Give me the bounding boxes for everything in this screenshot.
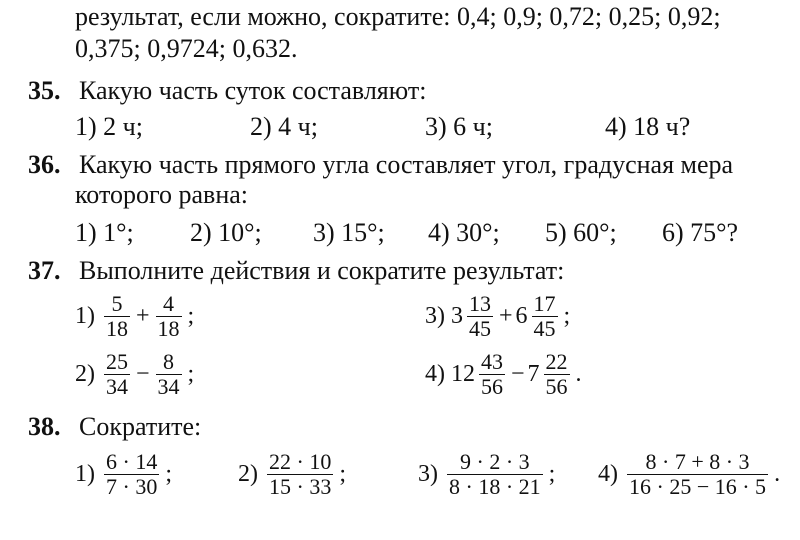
intro-line-2: 0,375; 0,9724; 0,632. <box>75 34 298 63</box>
punct: ; <box>563 303 571 329</box>
answer-item: 3) 15°; <box>313 218 385 247</box>
expression-37-2 <box>75 350 197 399</box>
answer-item: 3) 6 ч; <box>425 112 493 141</box>
expression-38-4 <box>598 450 783 499</box>
fraction: $\frac{43}{56}$ <box>481 349 503 399</box>
whole-part: 6 <box>515 303 528 329</box>
whole-part: 12 <box>451 361 475 387</box>
fraction: $\frac{4}{18}$ <box>157 291 180 341</box>
problem-number: 37. <box>28 256 61 285</box>
item-label: 4) <box>425 361 445 387</box>
answer-item: 2) 4 ч; <box>250 112 318 141</box>
answer-item: 5) 60°; <box>545 218 617 247</box>
punct: . <box>774 461 781 487</box>
punct: ; <box>187 303 195 329</box>
item-label: 1) <box>75 461 95 487</box>
fraction: $\frac{17}{45}$ <box>533 291 556 341</box>
fraction: $\frac{9 \cdot 2 \cdot 3}{8 \cdot 18 \cdot 21}$ <box>449 449 541 499</box>
expression-38-2 <box>238 450 349 499</box>
punct: . <box>575 361 582 387</box>
problem-36 <box>28 150 733 180</box>
answer-item: 1) 1°; <box>75 218 134 247</box>
intro-line-1: результат, если можно, сократите: 0,4; 0,9; 0,72; 0,25; 0,92; <box>75 2 721 31</box>
punct: ; <box>548 461 556 487</box>
fraction: $\frac{6 \cdot 14}{7 \cdot 30}$ <box>106 449 158 499</box>
fraction: $\frac{25}{34}$ <box>106 349 128 399</box>
answer-item: 4) 30°; <box>428 218 500 247</box>
problem-number: 36. <box>28 150 61 179</box>
expression-38-1 <box>75 450 175 499</box>
punct: ; <box>339 461 346 487</box>
fraction: $\frac{22 \cdot 10}{15 \cdot 33}$ <box>269 449 332 499</box>
problem-number: 38. <box>28 412 61 441</box>
operator: + <box>136 303 150 329</box>
operator: + <box>499 303 513 329</box>
fraction: $\frac{22}{56}$ <box>545 349 568 399</box>
item-label: 2) <box>75 361 95 387</box>
whole-part: 7 <box>527 361 540 387</box>
expression-37-3 <box>425 292 573 341</box>
operator: − <box>511 361 525 387</box>
problem-36-text-2: которого равна: <box>75 180 248 209</box>
punct: ; <box>187 361 195 387</box>
expression-37-1 <box>75 292 197 341</box>
item-label: 3) <box>418 461 438 487</box>
problem-text: Какую часть суток составляют: <box>79 76 427 105</box>
item-label: 3) <box>425 303 445 329</box>
fraction: $\frac{8}{34}$ <box>157 349 180 399</box>
whole-part: 3 <box>451 303 463 329</box>
operator: − <box>136 361 150 387</box>
fraction: $\frac{13}{45}$ <box>469 291 491 341</box>
problem-37 <box>28 256 564 286</box>
answer-item: 4) 18 ч? <box>605 112 691 141</box>
problem-text: Выполните действия и сократите результат: <box>79 256 565 285</box>
fraction: $\frac{5}{18}$ <box>106 291 128 341</box>
answer-item: 1) 2 ч; <box>75 112 143 141</box>
item-label: 4) <box>598 461 618 487</box>
answer-item: 6) 75°? <box>662 218 739 247</box>
item-label: 2) <box>238 461 258 487</box>
answer-item: 2) 10°; <box>190 218 262 247</box>
problem-text: Какую часть прямого угла составляет угол, градусная мера <box>79 150 734 179</box>
problem-number: 35. <box>28 76 61 105</box>
fraction: $\frac{8 \cdot 7 + 8 \cdot 3}{16 \cdot 25 - 16 \cdot 5}$ <box>629 449 767 499</box>
expression-37-4 <box>425 350 585 399</box>
item-label: 1) <box>75 303 95 329</box>
problem-text: Сократите: <box>79 412 202 441</box>
problem-38 <box>28 412 201 442</box>
expression-38-3 <box>418 450 558 499</box>
punct: ; <box>165 461 172 487</box>
problem-35 <box>28 76 426 106</box>
